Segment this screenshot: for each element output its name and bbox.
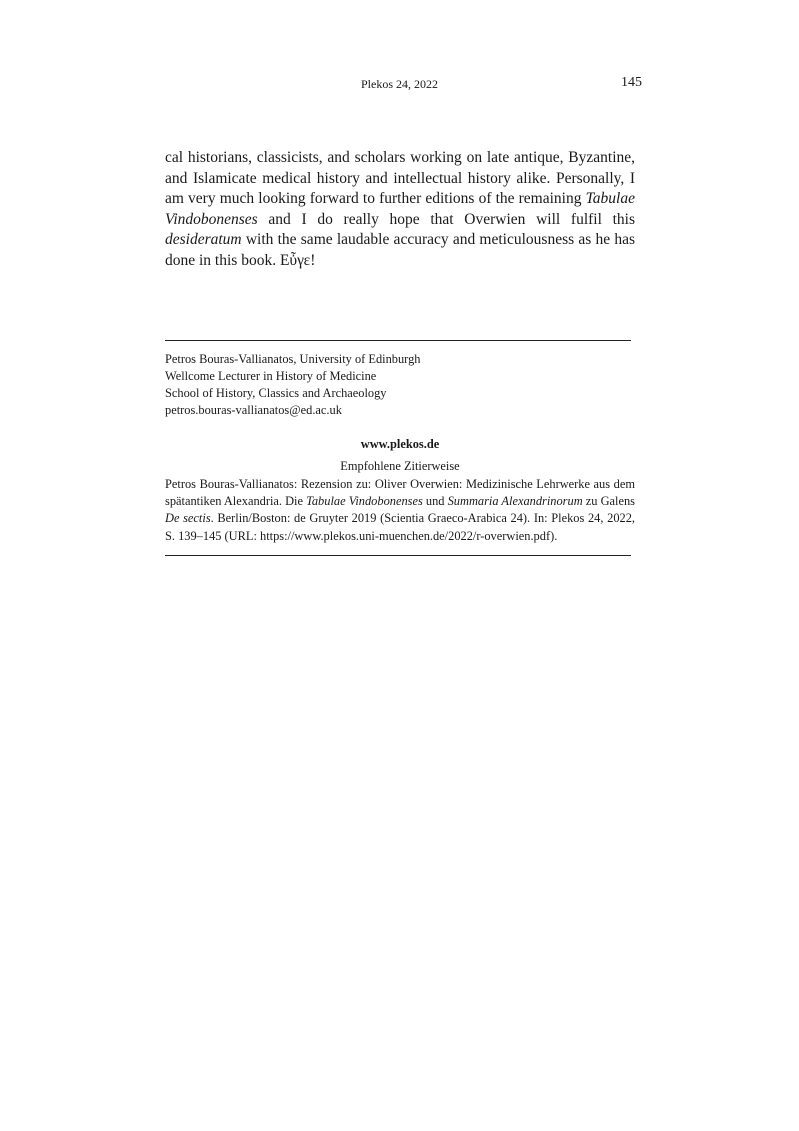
author-info xyxy=(165,351,635,419)
website-link: www.plekos.de xyxy=(360,437,440,451)
citation-segment: zu Galens xyxy=(582,494,635,509)
citation-heading: Empfohlene Zitierweise xyxy=(340,459,460,473)
review-closing-paragraph xyxy=(165,148,635,272)
body-italic-title: Tabulae Vindobonenses xyxy=(165,190,635,228)
citation-text xyxy=(165,476,635,545)
citation-segment: . Berlin/Boston: de Gruyter 2019 (Scientia Graeco-Arabica 24). In: Plekos 24, 2022, S. 139–145 (URL: https://www.plekos.uni-muenchen.de/2022/r-overwien.pdf). xyxy=(165,511,636,543)
body-text-segment: and I do really hope that Overwien will fulfil this xyxy=(257,210,635,228)
citation-segment: Petros Bouras-Vallianatos: Rezension zu: Oliver Overwien: Medizinische Lehrwerke aus dem spätantiken Alexandria. Die xyxy=(165,477,635,509)
bottom-divider xyxy=(165,555,631,556)
body-italic-term: desideratum xyxy=(165,231,242,249)
citation-italic: Summaria Alexandrinorum xyxy=(447,494,583,509)
journal-title: Plekos 24, 2022 xyxy=(360,77,438,91)
body-text-segment: with the same laudable accuracy and meticulousness as he has done in this book. Εὖγε! xyxy=(165,231,635,269)
body-text-segment: cal historians, classicists, and scholars working on late antique, Byzantine, and Islamicate medical history and intellectual history alike. Personally, I am very much looking forward to further editions of the remaining xyxy=(165,149,635,208)
author-department: School of History, Classics and Archaeology xyxy=(165,386,387,400)
citation-italic: Tabulae Vindobonenses xyxy=(306,494,423,509)
citation-segment: und xyxy=(422,494,448,509)
citation-italic: De sectis xyxy=(165,511,211,526)
running-header xyxy=(0,75,799,95)
author-email: petros.bouras-vallianatos@ed.ac.uk xyxy=(165,403,342,417)
author-position: Wellcome Lecturer in History of Medicine xyxy=(165,369,377,383)
author-name: Petros Bouras-Vallianatos, University of Edinburgh xyxy=(165,352,421,366)
top-divider xyxy=(165,340,631,341)
page-number: 145 xyxy=(621,75,642,90)
